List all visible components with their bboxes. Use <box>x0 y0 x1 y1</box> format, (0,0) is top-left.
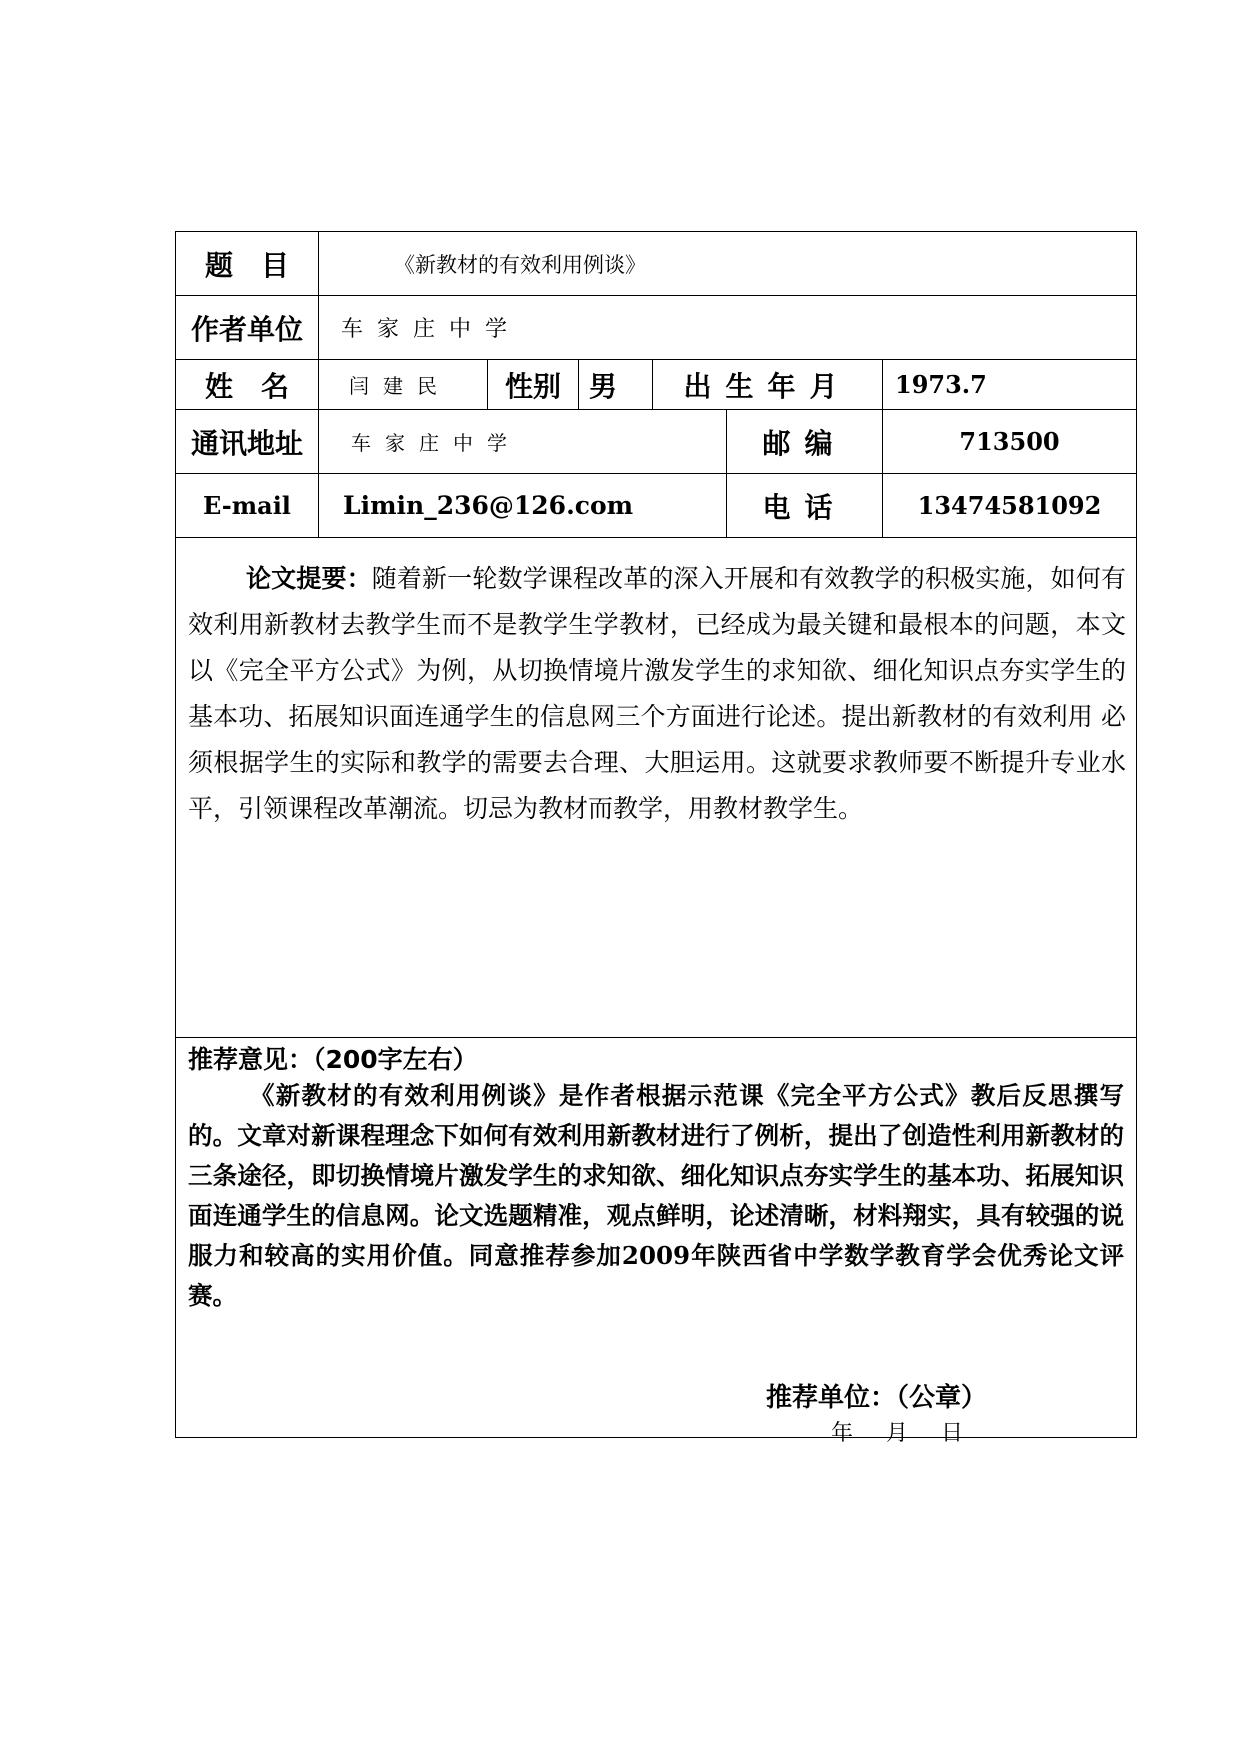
abstract-section <box>176 538 1136 1038</box>
abstract-heading: 论文提要： <box>246 564 372 593</box>
gender-label: 性别 <box>488 360 579 409</box>
recommendation-date: 年 月 日 <box>831 1421 963 1446</box>
abstract-paragraph <box>188 556 1126 832</box>
recommendation-text: 《新教材的有效利用例谈》是作者根据示范课《完全平方公式》教后反思撰写的。文章对新课程理念下如何有效利用新教材进行了例析，提出了创造性利用新教材的三条途径，即切换情境片激发学生的求知欲、细化知识点夯实学生的基本功、拓展知识面连通学生的信息网。论文选题精准，观点鲜明，论述清晰，材料翔实，具有较强的说服力和较高的实用价值。同意推荐参加2009年陕西省中学数学教育学会优秀论文评赛。 <box>188 1081 1124 1310</box>
author-unit-row <box>176 296 1136 360</box>
abstract-text: 随着新一轮数学课程改革的深入开展和有效教学的积极实施，如何有效利用新教材去教学生而不是教学生学教材，已经成为最关键和最根本的问题，本文以《完全平方公式》为例，从切换情境片激发学生的求知欲、细化知识点夯实学生的基本功、拓展知识面连通学生的信息网三个方面进行论述。提出新教材的有效利用 必须根据学生的实际和教学的需要去合理、大胆运用。这就要求教师要不断提升专业水平，引领课程改革潮流。切忌为教材而教学，用教材教学生。 <box>188 564 1126 823</box>
phone-value: 13474581092 <box>917 491 1102 520</box>
title-row <box>176 232 1136 296</box>
phone-label: 电话 <box>727 474 883 537</box>
recommending-unit-seal-label: 推荐单位：（公章） <box>766 1383 988 1413</box>
title-value: 《新教材的有效利用例谈》 <box>394 252 646 277</box>
recommendation-section <box>176 1038 1136 1446</box>
address-label: 通讯地址 <box>176 410 319 473</box>
postcode-value: 713500 <box>959 427 1060 456</box>
address-value: 车家庄中学 <box>319 410 727 473</box>
address-row <box>176 410 1136 474</box>
name-value: 闫建民 <box>319 360 488 409</box>
postcode-label: 邮编 <box>727 410 883 473</box>
author-unit-value: 车家庄中学 <box>341 317 522 342</box>
birth-value: 1973.7 <box>895 370 987 399</box>
email-label: E-mail <box>176 474 319 537</box>
gender-value: 男 <box>579 360 653 409</box>
email-value: Limin_236@126.com <box>319 474 727 537</box>
title-label: 题 目 <box>176 232 319 295</box>
name-label: 姓 名 <box>176 360 319 409</box>
paper-submission-form <box>175 231 1137 1446</box>
personal-info-row <box>176 360 1136 410</box>
contact-row <box>176 474 1136 538</box>
birth-label: 出生年月 <box>653 360 883 409</box>
recommendation-heading: 推荐意见：（200字左右） <box>188 1045 478 1074</box>
author-unit-label: 作者单位 <box>176 296 319 359</box>
